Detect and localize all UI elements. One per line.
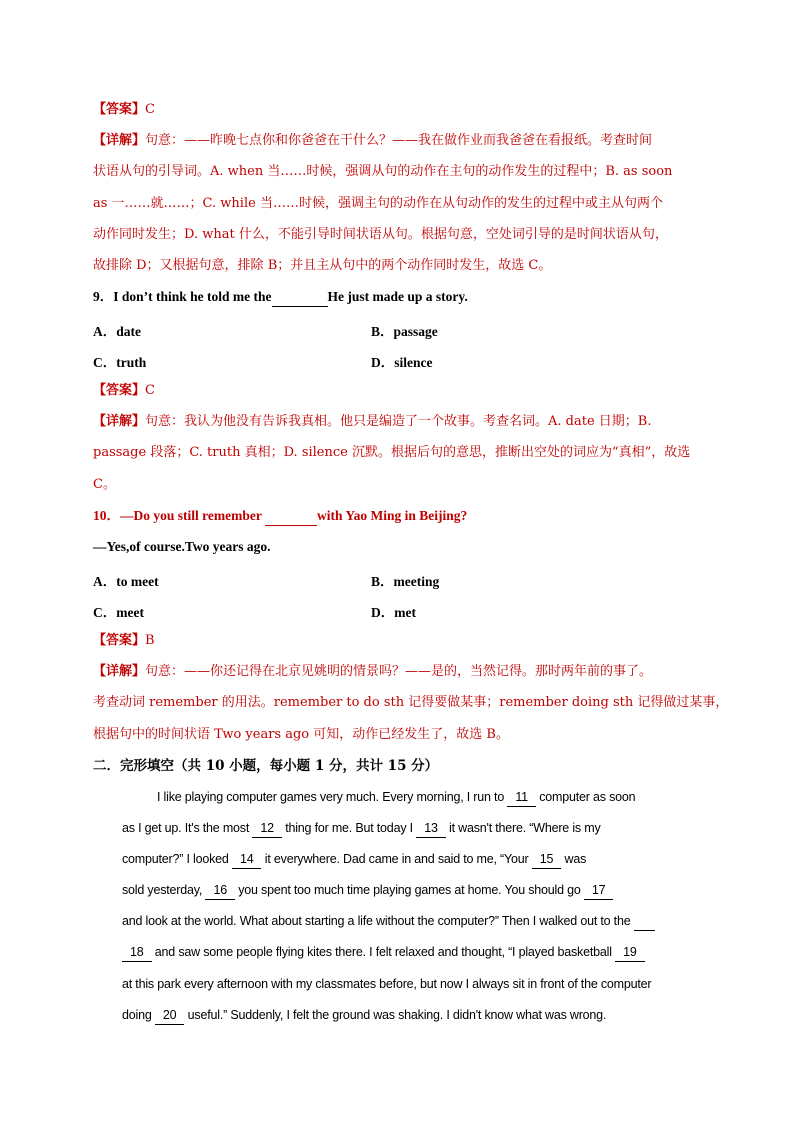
cloze-text: and saw some people flying kites there. I felt relaxed and thought, “I played basketball	[154, 945, 612, 959]
answer-tag: 【答案】	[93, 383, 146, 398]
q9-stem-end: He just made up a story.	[327, 289, 468, 304]
explain-text: 句意：——你还记得在北京见姚明的情景吗？——是的，当然记得。那时两年前的事了。	[145, 664, 653, 679]
q10-option-b: B．meeting	[371, 574, 440, 589]
explain-tag: 【详解】	[93, 133, 146, 148]
answer-value: B	[145, 633, 155, 648]
cloze-text: and look at the world. What about starting a life without the computer?” Then I walked out to the	[122, 914, 631, 928]
answer-value: C	[145, 383, 155, 398]
blank-15: 15	[532, 850, 562, 869]
explain-text: 句意：——昨晚七点你和你爸爸在干什么？——我在做作业而我爸爸在看报纸。考查时间	[145, 133, 653, 148]
cloze-text: it everywhere. Dad came in and said to me, “Your	[264, 852, 529, 866]
q8-answer	[93, 101, 155, 119]
q9-blank	[272, 288, 328, 307]
explain-tag: 【详解】	[93, 664, 146, 679]
cloze-line-1	[157, 788, 635, 807]
explain-text: 句意：我认为他没有告诉我真相。他只是编造了一个故事。考查名词。A. date 日期；B.	[145, 414, 652, 429]
blank-14: 14	[232, 850, 262, 869]
q9-explain-line-3: C。	[93, 477, 116, 492]
q10-stem	[93, 507, 467, 526]
cloze-text: sold yesterday,	[122, 883, 203, 897]
q10-answer	[93, 632, 155, 650]
q10-explain-line-1	[93, 663, 652, 681]
q10-option-d: D．met	[371, 605, 416, 620]
q10-explain-line-3: 根据句中的时间状语 Two years ago 可知，动作已经发生了，故选 B。	[93, 727, 509, 742]
section-title: 二．完形填空（共 10 小题，每小题 1 分，共计 15 分）	[93, 758, 439, 774]
q8-explain-line-4: 动作同时发生；D. what 什么，不能引导时间状语从句。根据句意，空处词引导的是时间状语从句，	[93, 227, 668, 242]
cloze-text: I like playing computer games very much. Every morning, I run to	[157, 790, 505, 804]
cloze-text: computer?” I looked	[122, 852, 229, 866]
q9-option-a: A．date	[93, 324, 141, 339]
cloze-text: doing	[122, 1008, 152, 1022]
q10-option-c: C．meet	[93, 605, 144, 620]
answer-tag: 【答案】	[93, 633, 146, 648]
cloze-line-5	[122, 912, 655, 931]
blank-13: 13	[416, 819, 446, 838]
cloze-text: as I get up. It's the most	[122, 821, 250, 835]
blank-16: 16	[205, 881, 235, 900]
blank-18: 18	[122, 943, 152, 962]
cloze-line-8	[122, 1006, 606, 1025]
cloze-text: was	[564, 852, 587, 866]
cloze-line-4	[122, 881, 613, 900]
q10-stem-end: with Yao Ming in Beijing?	[316, 508, 468, 523]
blank-20: 20	[155, 1006, 185, 1025]
cloze-text: thing for me. But today I	[285, 821, 413, 835]
q9-answer	[93, 382, 155, 400]
q8-explain-line-2: 状语从句的引导词。A. when 当……时候，强调从句的动作在主句的动作发生的过程中；B. as soon	[93, 164, 673, 179]
q9-option-d: D．silence	[371, 355, 433, 370]
q9-explain-line-1	[93, 413, 651, 431]
blank-19: 19	[615, 943, 645, 962]
cloze-text: it wasn't there. “Where is my	[449, 821, 601, 835]
q8-explain-line-1	[93, 132, 652, 150]
q8-explain-line-5: 故排除 D；又根据句意，排除 B；并且主从句中的两个动作同时发生，故选 C。	[93, 258, 552, 273]
answer-tag: 【答案】	[93, 102, 146, 117]
q9-stem	[93, 288, 468, 307]
q10-option-a: A．to meet	[93, 574, 159, 589]
cloze-line-6	[122, 943, 645, 962]
q9-explain-line-2: passage 段落；C. truth 真相；D. silence 沉默。根据后句的意思，推断出空处的词应为“真相”，故选	[93, 445, 691, 460]
q9-stem-start: 9．I don’t think he told me the	[93, 289, 272, 304]
blank-12: 12	[252, 819, 282, 838]
q10-reply: —Yes,of course.Two years ago.	[93, 539, 271, 554]
blank-18-underline	[634, 912, 655, 931]
q10-stem-start: 10．—Do you still remember	[93, 508, 262, 523]
q10-blank	[265, 507, 317, 526]
blank-11: 11	[507, 788, 536, 807]
cloze-line-3	[122, 850, 586, 869]
q10-explain-line-2: 考查动词 remember 的用法。remember to do sth 记得要做某事；remember doing sth 记得做过某事，	[93, 695, 729, 710]
cloze-line-7: at this park every afternoon with my classmates before, but now I always sit in front of the computer	[122, 977, 652, 991]
cloze-text: you spent too much time playing games at home. You should go	[238, 883, 581, 897]
blank-17: 17	[584, 881, 614, 900]
cloze-text: computer as soon	[539, 790, 636, 804]
answer-value: C	[145, 102, 155, 117]
q9-option-b: B．passage	[371, 324, 438, 339]
explain-tag: 【详解】	[93, 414, 146, 429]
cloze-line-2	[122, 819, 601, 838]
cloze-text: useful.” Suddenly, I felt the ground was shaking. I didn't know what was wrong.	[187, 1008, 607, 1022]
q8-explain-line-3: as 一……就……；C. while 当……时候，强调主句的动作在从句动作的发生的过程中或主从句两个	[93, 196, 663, 211]
q9-option-c: C．truth	[93, 355, 147, 370]
